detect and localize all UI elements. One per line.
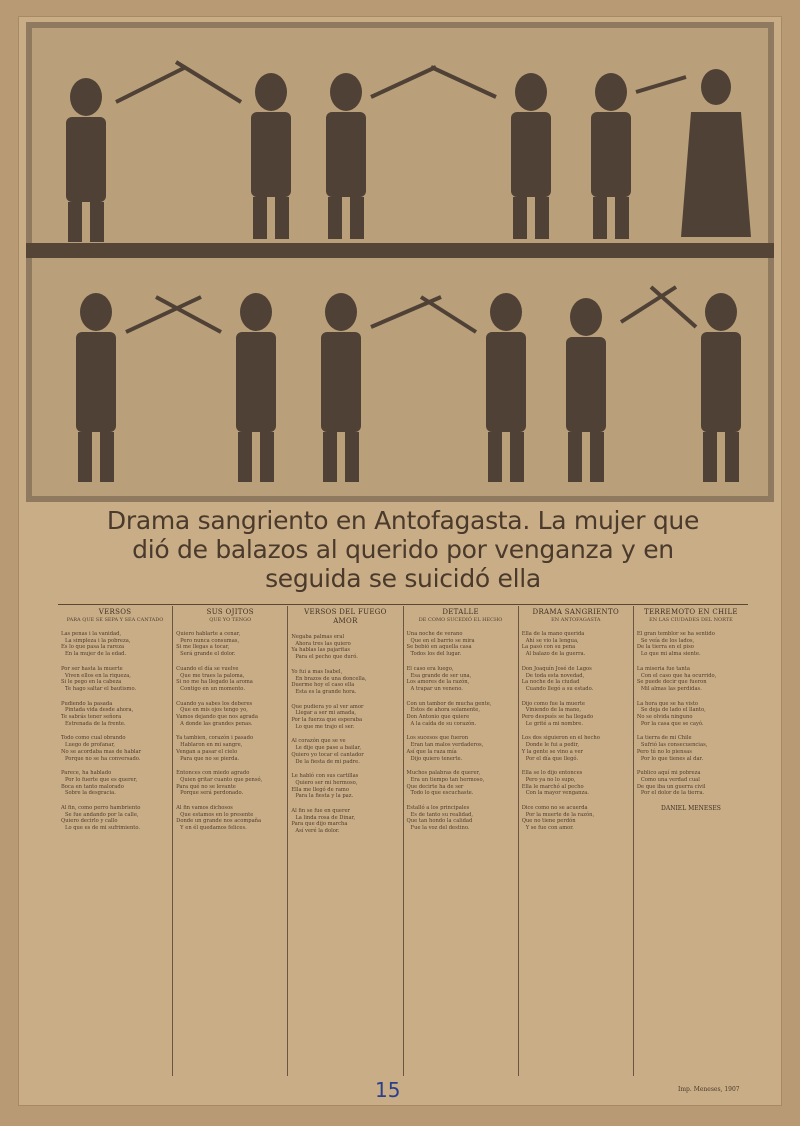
verse-line: Lo que mi alma siente. — [640, 651, 701, 658]
verse-line: Mil almas las perdidas. — [640, 685, 702, 692]
stanza — [176, 805, 284, 832]
verse-line: Se deja de lado el llanto, — [640, 707, 706, 714]
stanza — [176, 666, 284, 693]
verse-line: Todo como cual obrando — [61, 735, 126, 742]
author-signature: DANIEL MENESES — [661, 805, 721, 813]
verse-line: Quiero hablarte a cenar, — [176, 631, 241, 637]
verse-line: Por la muerte de la razón, — [525, 811, 595, 818]
verse-line: La pasó con su pena — [521, 644, 576, 651]
verse-line: Yo fui a mas Isabel, — [291, 668, 343, 675]
stanza — [291, 738, 399, 765]
stanza-list — [407, 631, 515, 832]
verse-line: La simpleza i la pobreza, — [65, 637, 131, 644]
stanza — [176, 631, 284, 658]
verse-line: Se fue andando por la calle, — [65, 811, 139, 818]
verse-line: Los sucesos que fueron — [406, 735, 469, 742]
stanza — [176, 701, 284, 728]
column-title: SUS OJITOS — [206, 608, 254, 616]
verse-line: Vamos dejando que nos agrada — [176, 714, 258, 721]
verse-line: Estalló a los principales — [406, 805, 470, 812]
poem-column — [172, 606, 287, 1076]
verse-line: Lo que me trajo el ser. — [295, 723, 355, 730]
verse-line: De toda esta novedad, — [525, 672, 585, 679]
stanza — [637, 770, 745, 797]
verse-line: Si no me ha llegado la aroma — [176, 679, 253, 686]
verse-line: Vengan a pasar el cielo — [176, 748, 238, 755]
verse-line: Dice como no se acuerda — [521, 805, 588, 812]
verse-line: Con el caso que ha ocurrido, — [640, 672, 717, 679]
stanza — [291, 634, 399, 661]
verse-line: Que estamos en lo presente — [180, 811, 254, 818]
column-title: VERSOS DEL FUEGO AMOR — [304, 608, 387, 625]
stanza — [637, 701, 745, 728]
verse-line: Que en el barrio se mira — [410, 637, 475, 644]
verse-line: Para el pecho que duró. — [295, 654, 358, 661]
verse-line: En brazos de una doncella, — [295, 675, 367, 682]
poem-column — [287, 606, 402, 1076]
verse-line: Para la fiesta y la paz. — [295, 793, 354, 800]
verse-line: Se puede decir que fueron — [636, 679, 707, 686]
verse-line: Es de tanto su realidad, — [410, 811, 474, 818]
stanza — [522, 631, 630, 658]
stanza — [176, 735, 284, 762]
verse-line: Ya hablas las pajaritas — [291, 647, 351, 654]
stanza — [637, 735, 745, 762]
stanza — [522, 701, 630, 728]
verse-line: Como una verdad cual — [640, 776, 700, 783]
stanza — [291, 704, 399, 731]
verse-line: Sobre la desgracia. — [65, 790, 116, 797]
verse-line: Con la mayor venganza. — [525, 790, 589, 797]
stanza-list — [522, 631, 630, 832]
verse-line: Para que no se pierda. — [180, 755, 240, 762]
verse-line: Todos los del lugar. — [410, 651, 462, 658]
verse-line: Ya tambien, corazón i pasado — [176, 735, 254, 742]
stanza — [176, 770, 284, 797]
stanza — [61, 631, 169, 658]
verse-line: Y se fue con amor. — [525, 825, 574, 832]
verse-line: Así veré la dolor. — [295, 828, 340, 835]
stanza — [61, 735, 169, 762]
verse-line: Los dos siguieron en el hecho — [521, 735, 600, 742]
verse-line: Estrenada de la frente. — [65, 720, 126, 727]
poem-column — [633, 606, 748, 1076]
verse-line: Por lo que tienes al dar. — [640, 755, 704, 762]
stanza — [407, 631, 515, 658]
verse-line: La miseria fue tanta — [636, 665, 690, 672]
verse-line: De que iba un guerra civil — [636, 783, 706, 790]
verse-line: A la caída de su corazón. — [410, 720, 477, 727]
stanza-list — [176, 631, 284, 832]
verse-line: Ella me llegó de ramo — [291, 786, 349, 793]
verse-line: Quiero yo tocar el cantador — [291, 751, 364, 758]
verse-line: Eran tan malos verdaderos, — [410, 742, 484, 749]
column-subtitle: EN ANTOFAGASTA — [551, 617, 601, 623]
verse-line: Por el día que llegó. — [525, 755, 579, 762]
verse-line: Cuando ya sabes los deberes — [176, 700, 253, 707]
verse-line: Viven ellos en la riqueza, — [65, 672, 131, 679]
verse-line: Publico aquí mi pobreza — [636, 770, 701, 777]
verse-line: Parece, ha hablado — [61, 770, 112, 777]
verse-line: La noche de la ciudad — [521, 679, 580, 686]
verse-line: Hablaron en mi sangre, — [180, 742, 243, 749]
verse-line: Ella se lo dijo entonces — [521, 770, 583, 777]
verse-line: Quiero decirlo y callo — [61, 818, 118, 825]
verse-line: A donde las grandes penas. — [180, 720, 253, 727]
verse-line: Dijo como fue la muerte — [521, 700, 585, 707]
verse-line: Se veía de los lados, — [640, 637, 695, 644]
verse-line: Entonces con miedo agrado — [176, 770, 250, 777]
verse-line: Pudiendo la pasada — [61, 700, 113, 707]
column-title: VERSOS — [98, 608, 132, 616]
verse-line: Se bebió en aquella casa — [406, 644, 472, 651]
verse-line: Con un tambor de mucha gente, — [406, 700, 492, 707]
verse-line: Te sabrás tener señora — [61, 714, 122, 721]
verse-line: Una noche de verano — [406, 631, 463, 637]
verse-line: El caso era luego, — [406, 665, 454, 672]
verse-line: Le grité a mi nombre. — [525, 720, 583, 727]
verse-line: Quiero ser mi hermoso, — [295, 779, 358, 786]
verse-line: La linda rosa de Dinar, — [295, 814, 356, 821]
column-subtitle: EN LAS CIUDADES DEL NORTE — [649, 617, 733, 623]
stanza — [407, 735, 515, 762]
stanza — [407, 770, 515, 797]
verse-line: Al fin se fue en querer — [291, 808, 351, 815]
verse-line: Los amores de la razón, — [406, 679, 470, 686]
verse-line: Es lo que pasa la rareza — [61, 644, 125, 651]
verse-line: Ella de la mano querida — [521, 631, 585, 637]
verse-line: Contigo en un momento. — [180, 685, 245, 692]
verse-line: Para qué no se levante — [176, 783, 236, 790]
verse-line: Fue la voz del destino. — [410, 825, 470, 832]
verse-line: En la mujer de la edad. — [65, 651, 127, 658]
verse-line: El gran temblor se ha sentido — [636, 631, 715, 637]
verse-line: Llegar a ser mi amada, — [295, 710, 357, 717]
stanza-list — [291, 634, 399, 835]
stanza — [291, 808, 399, 835]
verse-line: Pero tú no lo piensas — [636, 748, 692, 755]
verse-line: Muchos palabras de querer, — [406, 770, 481, 777]
verse-line: Donde le fui a pedir, — [525, 742, 579, 749]
verse-line: Dijo quiero tenerte. — [410, 755, 463, 762]
verse-line: Luego de profanar, — [65, 742, 115, 749]
verse-line: Era un tiempo tan hermoso, — [410, 776, 485, 783]
stanza-list — [637, 631, 745, 797]
column-title: DETALLE — [442, 608, 479, 616]
stanza — [61, 701, 169, 728]
verse-line: Que pudiera yo al ver amor — [291, 703, 364, 710]
stanza — [407, 666, 515, 693]
stanza-list — [61, 631, 169, 832]
verse-line: Te hago saltar el bautismo. — [65, 685, 137, 692]
verse-line: Porque no se ha conversado. — [65, 755, 141, 762]
stanza — [522, 666, 630, 693]
title-rule — [58, 604, 748, 605]
verse-line: Viniendo de la mano, — [525, 707, 582, 714]
column-title: TERREMOTO EN CHILE — [644, 608, 738, 616]
verse-line: Si le pego en la cabeza — [61, 679, 122, 686]
column-subtitle: DE COMO SUCEDIÓ EL HECHO — [418, 617, 503, 623]
verse-line: No se acordaba mas de hablar — [61, 748, 142, 755]
verse-line: Así que la raza mía — [406, 748, 457, 755]
verse-line: Don Antonio que quiere — [406, 714, 470, 721]
printer-imprint: Imp. Meneses, 1907 — [678, 1086, 740, 1093]
stanza — [291, 773, 399, 800]
verse-line: Cuando llegó a su estado. — [525, 685, 594, 692]
verse-line: Pero nunca consumas, — [180, 637, 240, 644]
verse-line: Que decirte ha de ser — [406, 783, 464, 790]
verse-line: Para que dijo marcha — [291, 821, 348, 828]
stanza — [522, 735, 630, 762]
verse-line: Estos de ahora solamente, — [410, 707, 480, 714]
verse-line: Quien gritar cuanto que pensó, — [180, 776, 263, 783]
verse-line: La hora que se ha visto — [636, 700, 699, 707]
stanza — [522, 805, 630, 832]
verse-line: Todo lo que escuchaste. — [410, 790, 474, 797]
verse-line: La tierra de mi Chile — [636, 735, 692, 742]
verse-line: Ella le marchó al pecho — [521, 783, 584, 790]
verse-line: Esta es la grande hora. — [295, 688, 357, 695]
handwritten-page-number: 15 — [375, 1078, 401, 1102]
poem-column — [58, 606, 172, 1076]
title-line-1: Drama sangriento en Antofagasta. La mujer que — [106, 506, 700, 535]
verse-line: Por el dolor de la tierra. — [640, 790, 705, 797]
poem-column — [403, 606, 518, 1076]
stanza — [407, 701, 515, 728]
poem-column — [518, 606, 633, 1076]
verse-line: Al fin, como perro hambriento — [61, 805, 141, 812]
verse-line: Al fin vamos dichosos — [176, 805, 233, 812]
verse-line: Será grande el dolor. — [180, 651, 236, 658]
title-line-3: seguida se suicidó ella — [265, 564, 541, 593]
verse-line: Pero después se ha llegado — [521, 714, 594, 721]
verse-line: Porque será perdonado. — [180, 790, 244, 797]
verse-line: Si me llegas a tocar, — [176, 644, 230, 651]
verse-line: Lo que es de mi sufrimiento. — [65, 825, 141, 832]
verse-line: Donde un grande nos acompaña — [176, 818, 262, 825]
verse-line: Al corazón que se ve — [291, 738, 346, 745]
stanza — [407, 805, 515, 832]
verse-line: Don Joaquín José de Lagos — [521, 665, 592, 672]
verse-line: Duerme hoy el caso ella — [291, 682, 355, 689]
stanza — [61, 666, 169, 693]
verse-line: Ahí se vio la lengua, — [525, 637, 579, 644]
stanza — [637, 666, 745, 693]
verse-line: Le dije que pase a bailar, — [295, 745, 362, 752]
verse-line: Las penas i la vanidad, — [61, 631, 122, 637]
verse-line: Negaba palmas eral — [291, 634, 345, 640]
verse-line: De la fiesta de mi padre. — [295, 758, 360, 765]
verse-line: Que en mis ojos tengo yo, — [180, 707, 248, 714]
verse-line: Al balazo de la guerra. — [525, 651, 586, 658]
verse-line: Pintada vida desde ahora, — [65, 707, 134, 714]
broadside-title — [58, 506, 748, 593]
verse-line: Esa grande de ser una, — [410, 672, 472, 679]
verse-line: Le habló con sus cartillas — [291, 773, 359, 780]
column-title: DRAMA SANGRIENTO — [532, 608, 619, 616]
verse-line: Ahora tres las quiero — [295, 640, 351, 647]
verse-line: Y en él quedamos felices. — [180, 825, 247, 832]
stanza — [637, 631, 745, 658]
verse-line: Que no tiene perdón — [521, 818, 576, 825]
verse-line: Boca en tanto malorado — [61, 783, 124, 790]
stanza — [522, 770, 630, 797]
column-subtitle: PARA QUE SE SEPA Y SEA CANTADO — [66, 617, 164, 623]
verse-line: Sufrió las consecuencias, — [640, 742, 708, 749]
verse-line: Pero ya no lo supo, — [525, 776, 576, 783]
verse-line: No se olvida ninguno — [636, 714, 693, 721]
stanza — [291, 669, 399, 696]
verse-line: Por ser hasta la muerte — [61, 665, 123, 672]
broadside-sheet — [18, 16, 782, 1106]
stanza — [61, 770, 169, 797]
woodcut-illustration — [26, 22, 774, 502]
column-subtitle: QUE YO TENGO — [209, 617, 252, 623]
title-line-2: dió de balazos al querido por venganza y en — [132, 535, 674, 564]
verse-line: Por la fuerza que esperaba — [291, 717, 363, 724]
verse-line: De la tierra en el piso — [636, 644, 694, 651]
verse-line: Por lo fuerte que es querer, — [65, 776, 138, 783]
verse-line: Cuando el día se vuelve — [176, 665, 239, 672]
verse-line: Que me traes la paloma, — [180, 672, 245, 679]
poem-columns — [58, 606, 748, 1076]
verse-line: Por la casa que se cayó. — [640, 720, 704, 727]
verse-line: A trapar un veneno. — [410, 685, 463, 692]
verse-line: Que tan hondo la calidad — [406, 818, 473, 825]
stanza — [61, 805, 169, 832]
verse-line: Y la gente se vino a ver — [521, 748, 584, 755]
